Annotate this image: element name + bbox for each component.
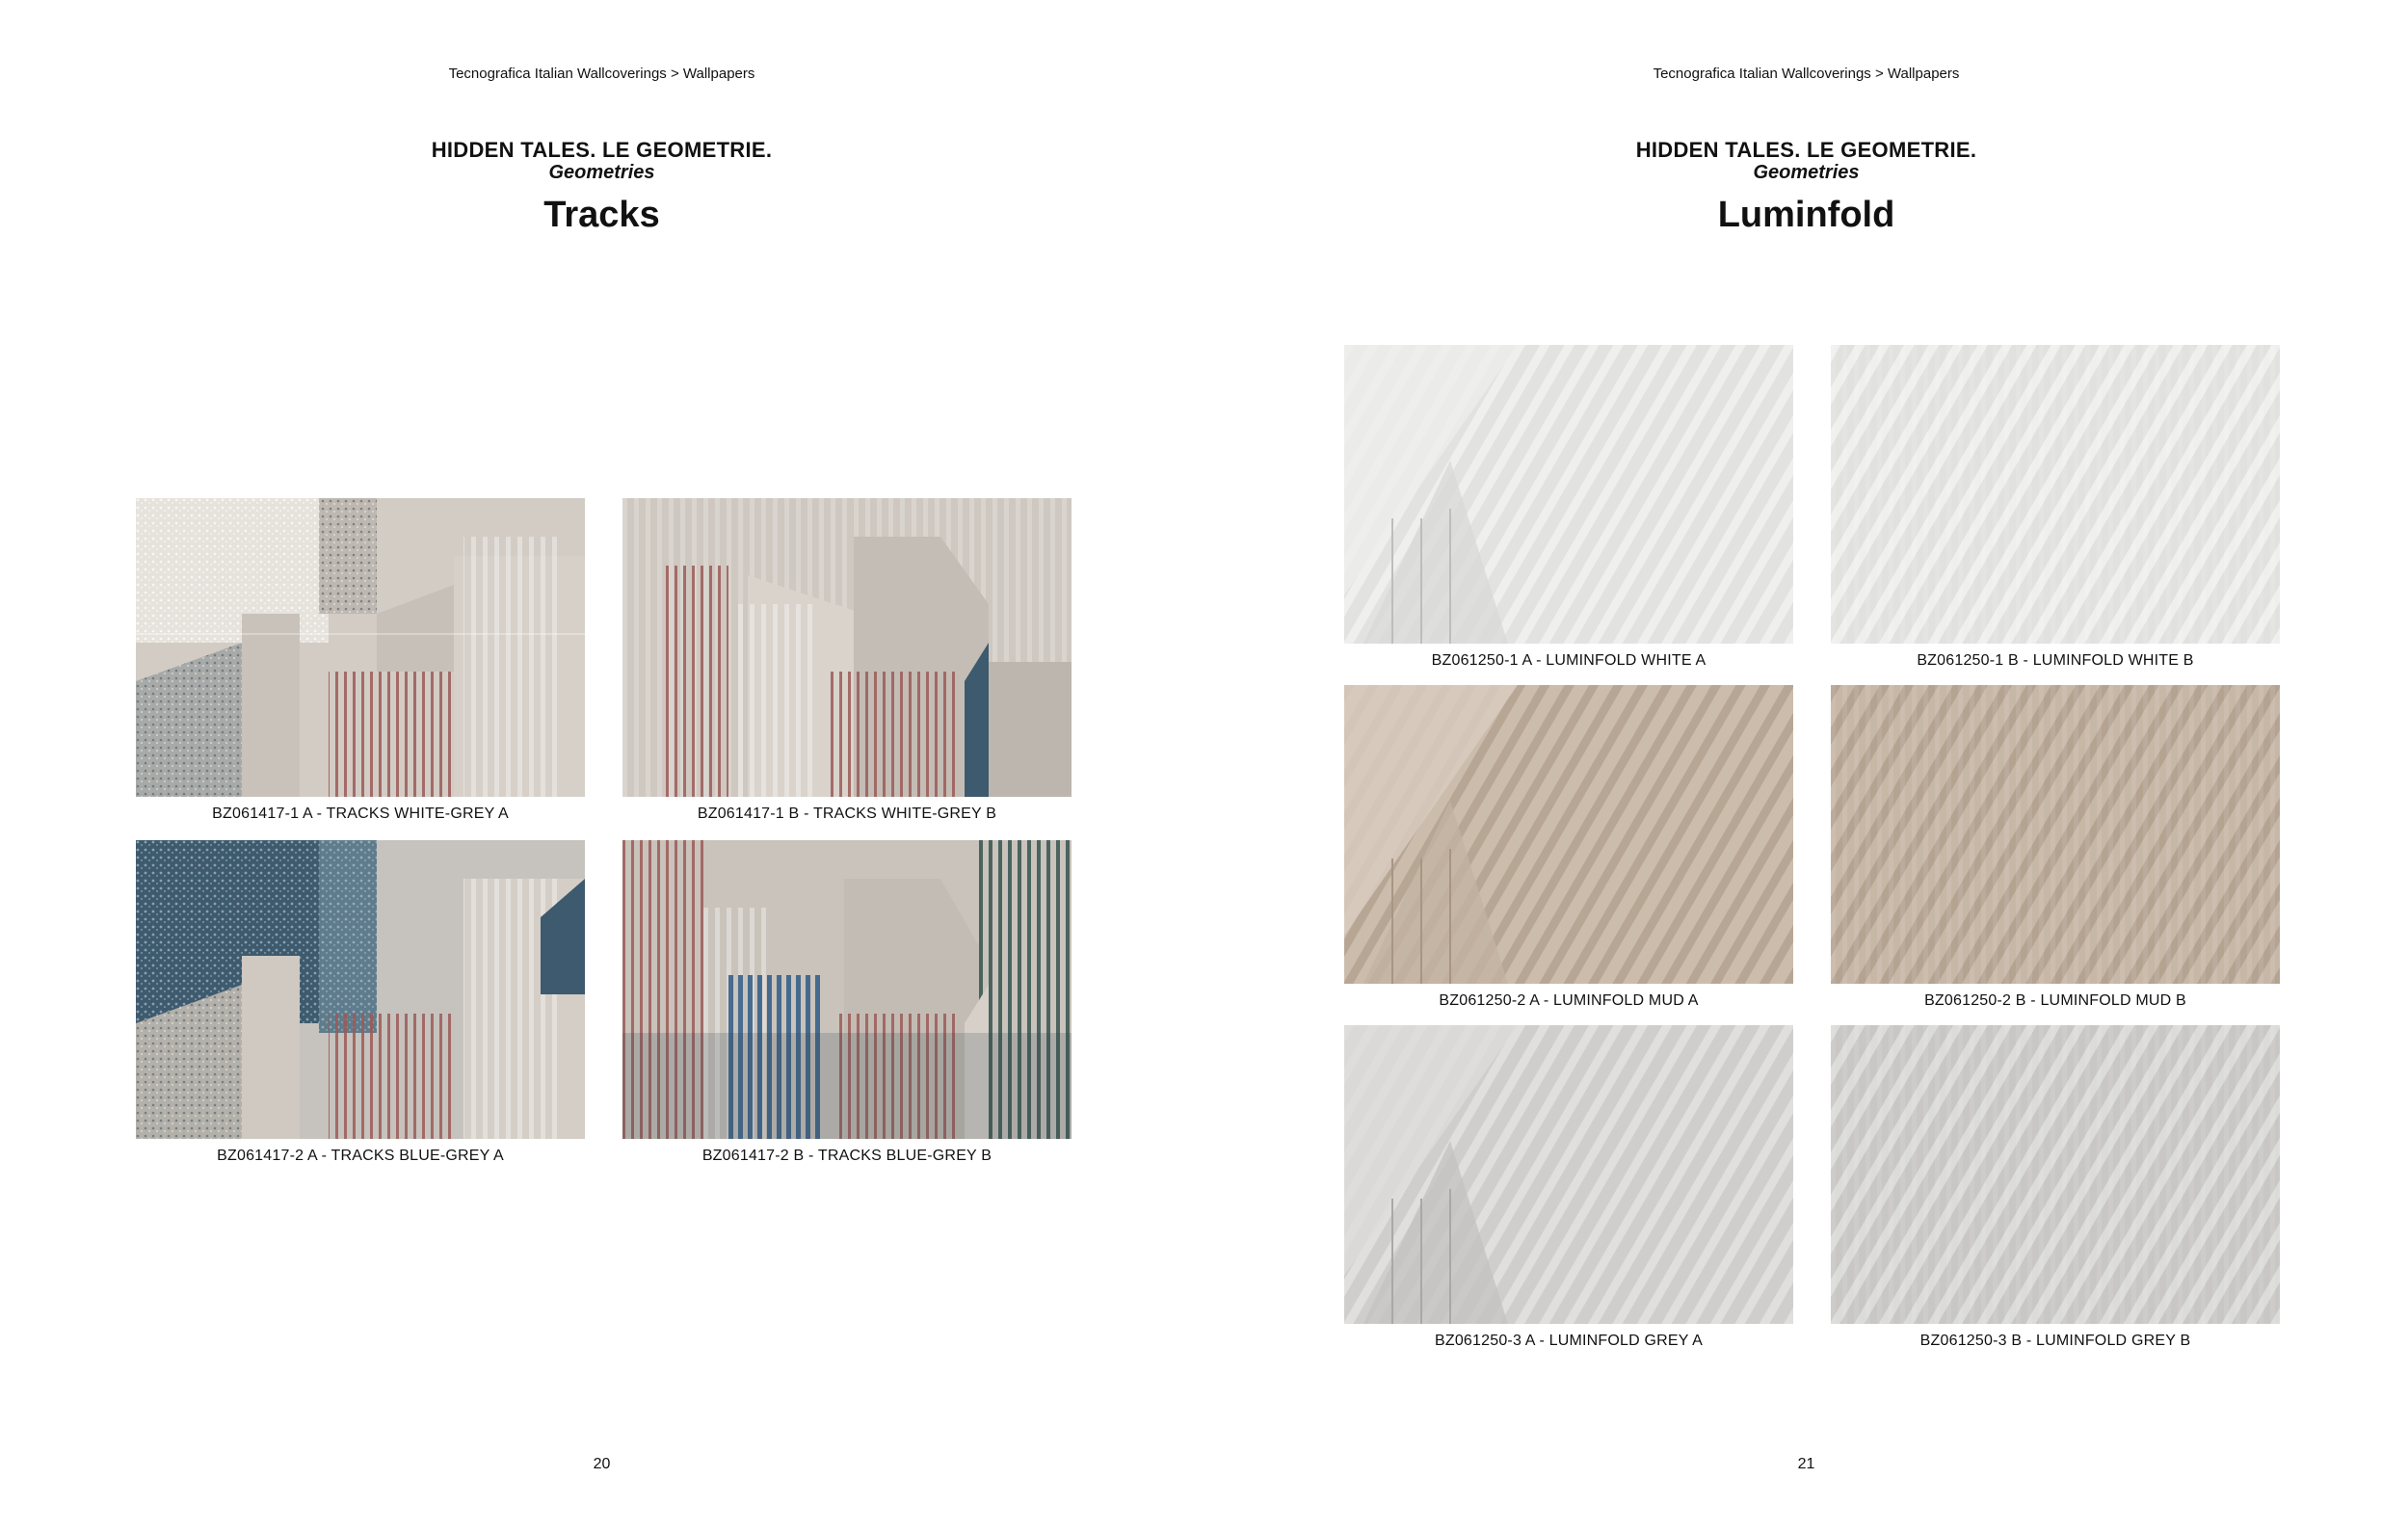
page-number: 21 (1797, 1456, 1815, 1472)
wallpaper-swatch-image[interactable] (1344, 685, 1793, 984)
wallpaper-swatch-image[interactable] (1344, 345, 1793, 644)
page-number: 20 (593, 1456, 611, 1472)
product-caption: BZ061250-2 B - LUMINFOLD MUD B (1924, 992, 2186, 1009)
collection-title: HIDDEN TALES. LE GEOMETRIE. (431, 138, 773, 162)
breadcrumb[interactable]: Tecnografica Italian Wallcoverings > Wallpapers (448, 66, 755, 82)
product-tile[interactable] (622, 498, 1072, 823)
wallpaper-swatch-image[interactable] (1831, 345, 2280, 644)
product-caption: BZ061250-1 A - LUMINFOLD WHITE A (1431, 652, 1707, 669)
product-tile[interactable] (1831, 345, 2280, 670)
product-caption: BZ061250-3 B - LUMINFOLD GREY B (1919, 1333, 2191, 1349)
product-tile[interactable] (1344, 1025, 1793, 1350)
category-subtitle: Geometries (548, 162, 655, 183)
product-tile[interactable] (136, 840, 585, 1165)
wallpaper-swatch-image[interactable] (622, 840, 1072, 1139)
wallpaper-swatch-image[interactable] (136, 498, 585, 797)
product-tile[interactable] (1344, 685, 1793, 1010)
breadcrumb[interactable]: Tecnografica Italian Wallcoverings > Wallpapers (1653, 66, 1960, 82)
pattern-title: Tracks (543, 195, 660, 235)
wallpaper-swatch-image[interactable] (1344, 1025, 1793, 1324)
product-tile[interactable] (1344, 345, 1793, 670)
product-caption: BZ061417-2 A - TRACKS BLUE-GREY A (217, 1148, 504, 1164)
product-tile[interactable] (1831, 1025, 2280, 1350)
wallpaper-swatch-image[interactable] (1831, 1025, 2280, 1324)
pattern-title: Luminfold (1717, 195, 1895, 235)
wallpaper-swatch-image[interactable] (136, 840, 585, 1139)
product-caption: BZ061250-2 A - LUMINFOLD MUD A (1439, 992, 1699, 1009)
wallpaper-swatch-image[interactable] (622, 498, 1072, 797)
category-subtitle: Geometries (1753, 162, 1860, 183)
product-caption: BZ061250-1 B - LUMINFOLD WHITE B (1917, 652, 2194, 669)
product-caption: BZ061250-3 A - LUMINFOLD GREY A (1434, 1333, 1704, 1349)
product-caption: BZ061417-2 B - TRACKS BLUE-GREY B (701, 1148, 992, 1164)
product-tile[interactable] (1831, 685, 2280, 1010)
product-tile[interactable] (622, 840, 1072, 1165)
collection-title: HIDDEN TALES. LE GEOMETRIE. (1635, 138, 1977, 162)
right-page (1204, 0, 2408, 1532)
product-caption: BZ061417-1 B - TRACKS WHITE-GREY B (697, 806, 997, 822)
wallpaper-swatch-image[interactable] (1831, 685, 2280, 984)
product-caption: BZ061417-1 A - TRACKS WHITE-GREY A (212, 806, 509, 822)
product-tile[interactable] (136, 498, 585, 823)
